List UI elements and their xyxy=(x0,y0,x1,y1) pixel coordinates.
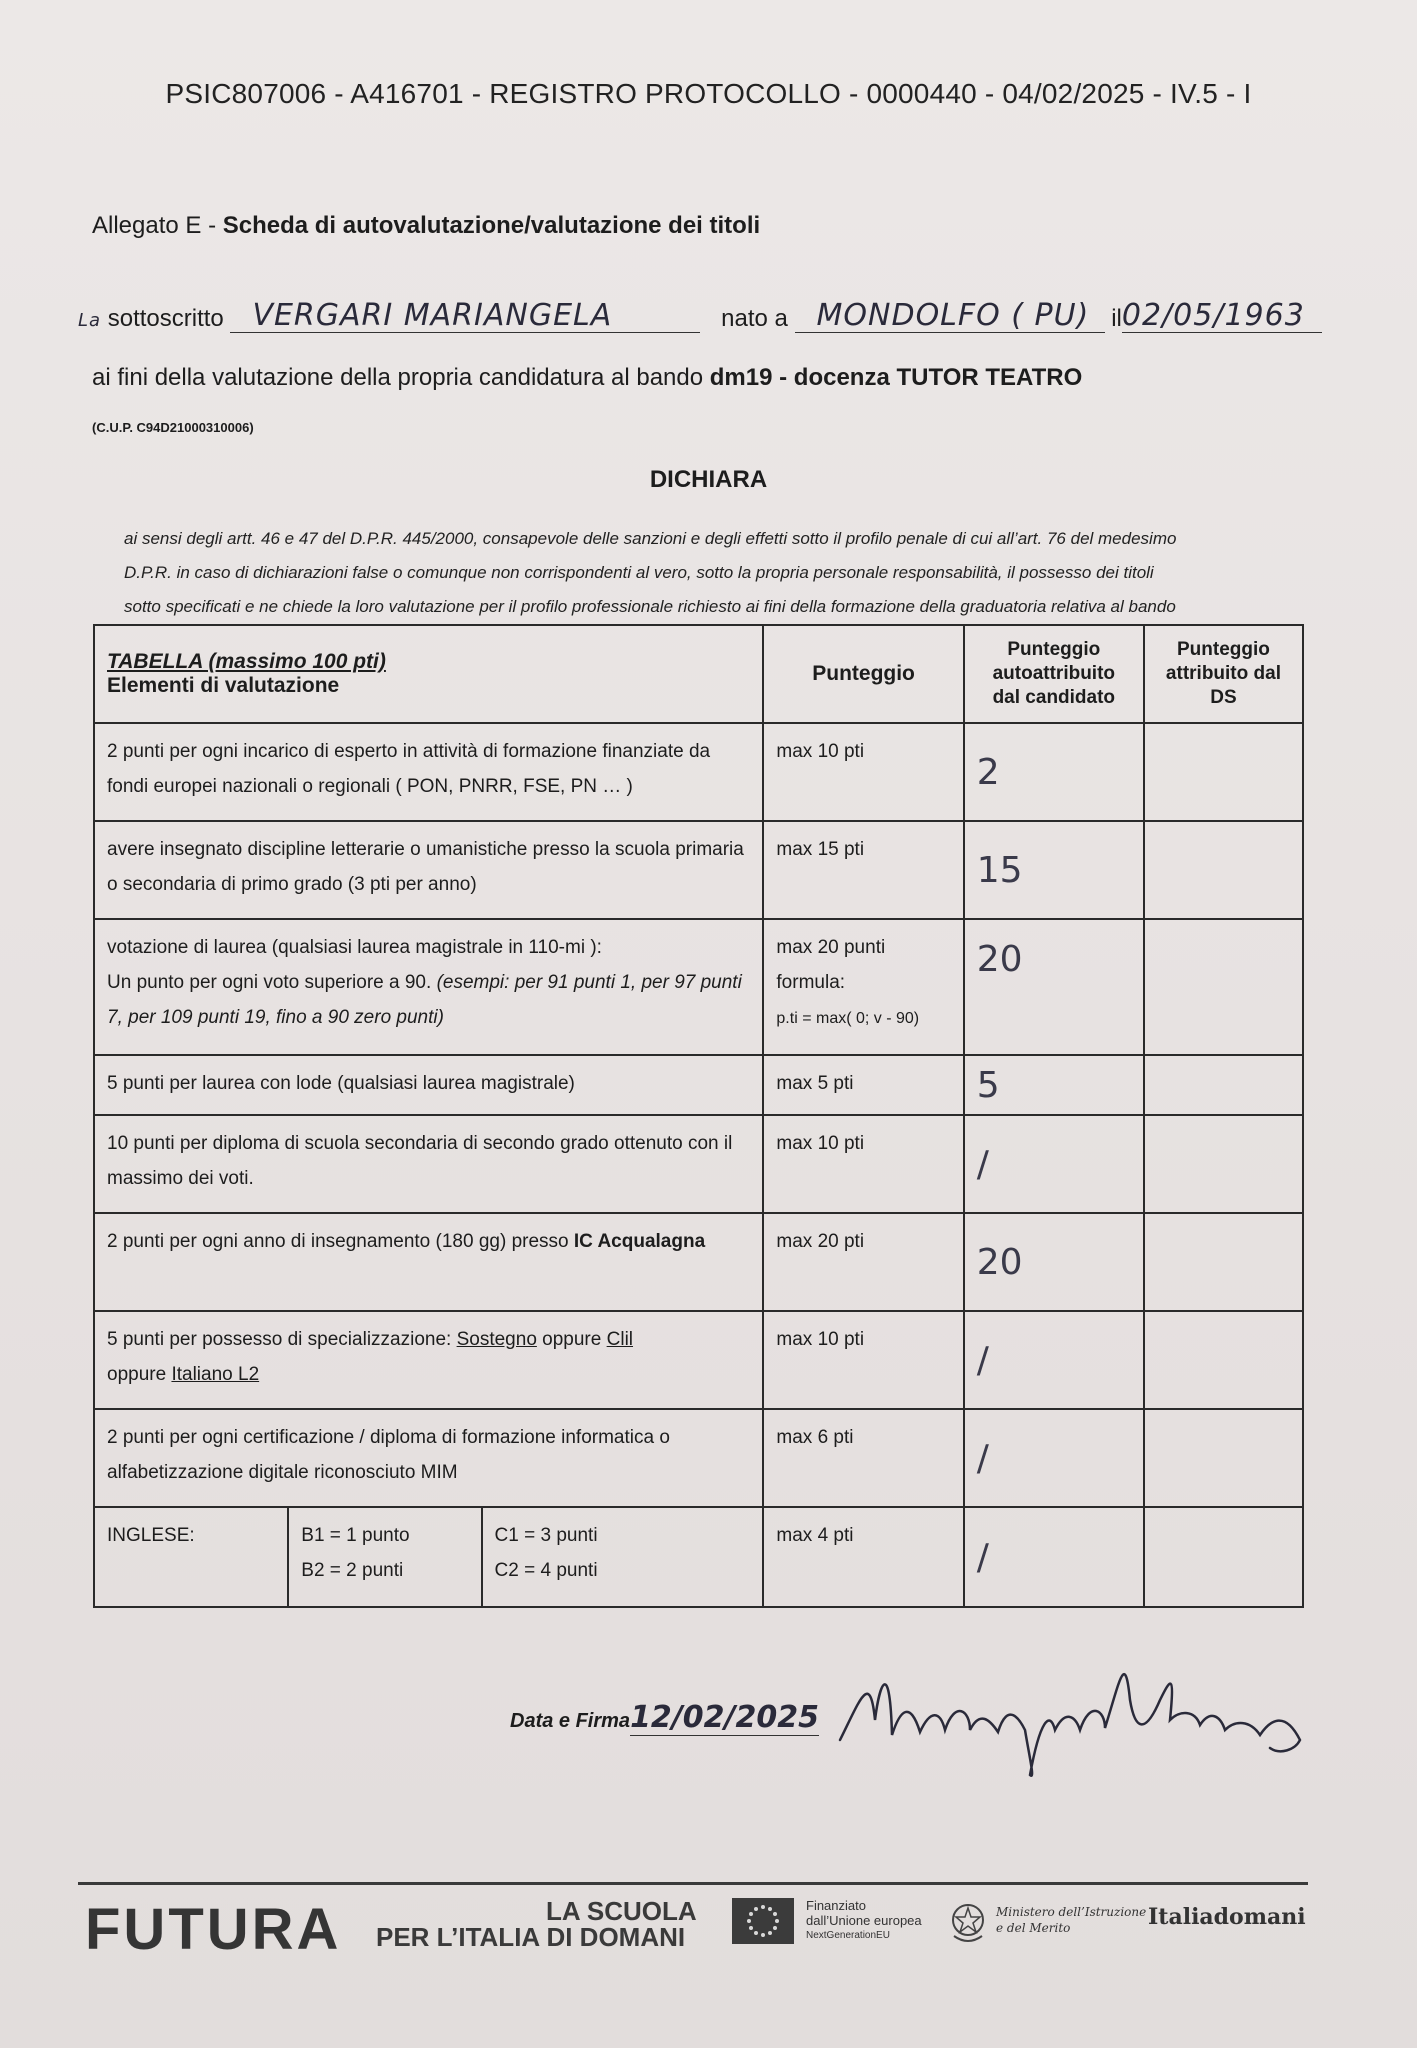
level-c2: C2 = 4 punti xyxy=(494,1560,598,1581)
table-row xyxy=(94,723,1303,821)
desc-part: 5 punti per possesso di specializzazione: xyxy=(107,1329,457,1350)
row-ds-score[interactable] xyxy=(1144,821,1303,919)
row-max: max 20 pti xyxy=(763,1213,963,1311)
intro-paragraph xyxy=(124,522,1284,624)
row-auto-score: / xyxy=(964,1409,1144,1507)
row-max: max 15 pti xyxy=(763,821,963,919)
row-auto-score: / xyxy=(964,1507,1144,1607)
futura-logo: FUTURA xyxy=(85,1897,342,1962)
table-row xyxy=(94,821,1303,919)
row-max: max 6 pti xyxy=(763,1409,963,1507)
row-ds-score[interactable] xyxy=(1144,1055,1303,1115)
intro-line: D.P.R. in caso di dichiarazioni false o comunque non corrispondenti al vero, sotto la propria personale responsabilità, il possesso dei titoli xyxy=(124,563,1154,582)
sottoscritto-label: sottoscritto xyxy=(107,305,224,332)
level-b2: B2 = 2 punti xyxy=(301,1560,404,1581)
row-auto-score: 5 xyxy=(964,1055,1144,1115)
eu-line-1: Finanziato xyxy=(806,1898,866,1913)
option-clil: Clil xyxy=(606,1329,634,1350)
row-max xyxy=(763,919,963,1055)
inglese-label: INGLESE: xyxy=(94,1507,288,1607)
row-max: max 4 pti xyxy=(763,1507,963,1607)
intro-line: ai sensi degli artt. 46 e 47 del D.P.R. 445/2000, consapevole delle sanzioni e degli effetti sotto il profilo penale di cui all’art. 76 del medesimo xyxy=(124,529,1177,548)
header-ds: Punteggio attribuito dal DS xyxy=(1144,625,1303,723)
name-field xyxy=(230,298,700,333)
ministero-line-2: e del Merito xyxy=(996,1921,1071,1935)
il-label: il xyxy=(1111,305,1122,332)
intro-line: sotto specificati e ne chiede la loro valutazione per il profilo professionale richiesto ai fini della formazione della graduatoria relativa al bando xyxy=(124,597,1176,616)
desc-part: Un punto per ogni voto superiore a 90. xyxy=(107,972,437,993)
birthplace-field xyxy=(795,298,1105,333)
scuola-logo xyxy=(376,1898,697,1950)
row-description xyxy=(94,1213,763,1311)
row-ds-score[interactable] xyxy=(1144,1213,1303,1311)
row-max: max 5 pti xyxy=(763,1055,963,1115)
row-auto-score: 20 xyxy=(964,919,1144,1055)
row-auto-score: / xyxy=(964,1115,1144,1213)
table-row xyxy=(94,1115,1303,1213)
row-max: max 10 pti xyxy=(763,1311,963,1409)
school-name: IC Acqualagna xyxy=(573,1231,706,1252)
header-punteggio: Punteggio xyxy=(763,625,963,723)
table-row xyxy=(94,1311,1303,1409)
row-ds-score[interactable] xyxy=(1144,1115,1303,1213)
row-ds-score[interactable] xyxy=(1144,723,1303,821)
scuola-line-1: LA SCUOLA xyxy=(546,1896,697,1926)
inglese-c-levels xyxy=(482,1507,764,1607)
allegato-title xyxy=(92,212,760,240)
declarant-name: VERGARI MARIANGELA xyxy=(252,298,613,333)
row-description: avere insegnato discipline letterarie o umanistiche presso la scuola primaria o secondaria di primo grado (3 pti per anno) xyxy=(94,821,763,919)
table-header-row xyxy=(94,625,1303,723)
evaluation-table xyxy=(93,624,1304,1608)
header-elements xyxy=(94,625,763,723)
allegato-prefix: Allegato E - xyxy=(92,212,223,239)
row-description xyxy=(94,1311,763,1409)
allegato-heading: Scheda di autovalutazione/valutazione dei titoli xyxy=(222,212,761,239)
row-auto-score: / xyxy=(964,1311,1144,1409)
fini-text: ai fini della valutazione della propria candidatura al bando xyxy=(92,364,710,391)
level-c1: C1 = 3 punti xyxy=(494,1525,598,1546)
scuola-line-2: PER L’ITALIA DI DOMANI xyxy=(376,1922,686,1952)
table-row xyxy=(94,1213,1303,1311)
eu-flag-icon xyxy=(732,1898,794,1944)
row-ds-score[interactable] xyxy=(1144,1311,1303,1409)
dichiara-heading: DICHIARA xyxy=(649,466,768,493)
bando-name: dm19 - docenza TUTOR TEATRO xyxy=(709,364,1083,391)
table-row-inglese xyxy=(94,1507,1303,1607)
footer-divider xyxy=(78,1882,1308,1885)
formula: p.ti = max( 0; v - 90) xyxy=(776,1010,920,1027)
row-description: 10 punti per diploma di scuola secondaria di secondo grado ottenuto con il massimo dei voti. xyxy=(94,1115,763,1213)
eu-funding-text xyxy=(806,1898,922,1943)
table-row xyxy=(94,1409,1303,1507)
row-description xyxy=(94,919,763,1055)
handwritten-prefix: La xyxy=(78,310,102,331)
row-description: 5 punti per laurea con lode (qualsiasi laurea magistrale) xyxy=(94,1055,763,1115)
level-b1: B1 = 1 punto xyxy=(301,1525,410,1546)
declarant-line xyxy=(78,298,1358,342)
table-row xyxy=(94,919,1303,1055)
row-auto-score: 15 xyxy=(964,821,1144,919)
row-max: max 10 pti xyxy=(763,1115,963,1213)
table-subtitle: Elementi di valutazione xyxy=(107,674,340,697)
row-description: 2 punti per ogni certificazione / diploma di formazione informatica o alfabetizzazione digitale riconosciuto MIM xyxy=(94,1409,763,1507)
republic-emblem-icon xyxy=(948,1898,988,1946)
desc-part: 2 punti per ogni anno di insegnamento (180 gg) presso xyxy=(107,1231,574,1252)
row-auto-score: 20 xyxy=(964,1213,1144,1311)
row-ds-score[interactable] xyxy=(1144,1507,1303,1607)
formula-label: formula: xyxy=(776,972,846,993)
birthdate-field xyxy=(1122,298,1322,333)
handwritten-signature xyxy=(830,1640,1310,1790)
table-row xyxy=(94,1055,1303,1115)
inglese-b-levels xyxy=(288,1507,481,1607)
cup-code: (C.U.P. C94D21000310006) xyxy=(92,420,254,435)
nato-label: nato a xyxy=(721,305,788,332)
row-description: 2 punti per ogni incarico di esperto in attività di formazione finanziate da fondi europei nazionali o regionali ( PON, PNRR, FSE, PN … ) xyxy=(94,723,763,821)
eu-line-3: NextGenerationEU xyxy=(806,1930,890,1941)
ministero-text xyxy=(996,1904,1146,1936)
eu-line-2: dall’Unione europea xyxy=(806,1913,922,1928)
table-title: TABELLA (massimo 100 pti) xyxy=(107,650,386,673)
desc-part: oppure xyxy=(107,1364,172,1385)
italiadomani-logo: Italiadomani xyxy=(1148,1904,1306,1930)
header-auto: Punteggio autoattribuito dal candidato xyxy=(964,625,1144,723)
option-italiano-l2: Italiano L2 xyxy=(171,1364,260,1385)
birthplace: MONDOLFO ( PU) xyxy=(816,298,1090,333)
candidatura-line xyxy=(92,364,1082,392)
option-sostegno: Sostegno xyxy=(456,1329,537,1350)
row-auto-score: 2 xyxy=(964,723,1144,821)
desc-part: votazione di laurea (qualsiasi laurea magistrale in 110-mi ): xyxy=(107,937,602,958)
sign-date: 12/02/2025 xyxy=(630,1700,819,1735)
desc-part: oppure xyxy=(536,1329,607,1350)
desc-examples: (esempi: per 91 punti 1, per 97 punti 7, per 109 punti 19, fino a 90 zero punti) xyxy=(107,972,742,1028)
birthdate: 02/05/1963 xyxy=(1121,298,1305,333)
data-firma-line xyxy=(510,1700,819,1736)
row-max: max 10 pti xyxy=(763,723,963,821)
protocol-header: PSIC807006 - A416701 - REGISTRO PROTOCOLLO - 0000440 - 04/02/2025 - IV.5 - I xyxy=(165,78,1252,109)
ministero-line-1: Ministero dell’Istruzione xyxy=(996,1905,1147,1919)
row-ds-score[interactable] xyxy=(1144,919,1303,1055)
max-value: max 20 punti xyxy=(776,937,886,958)
data-firma-label: Data e Firma xyxy=(510,1710,631,1732)
row-ds-score[interactable] xyxy=(1144,1409,1303,1507)
